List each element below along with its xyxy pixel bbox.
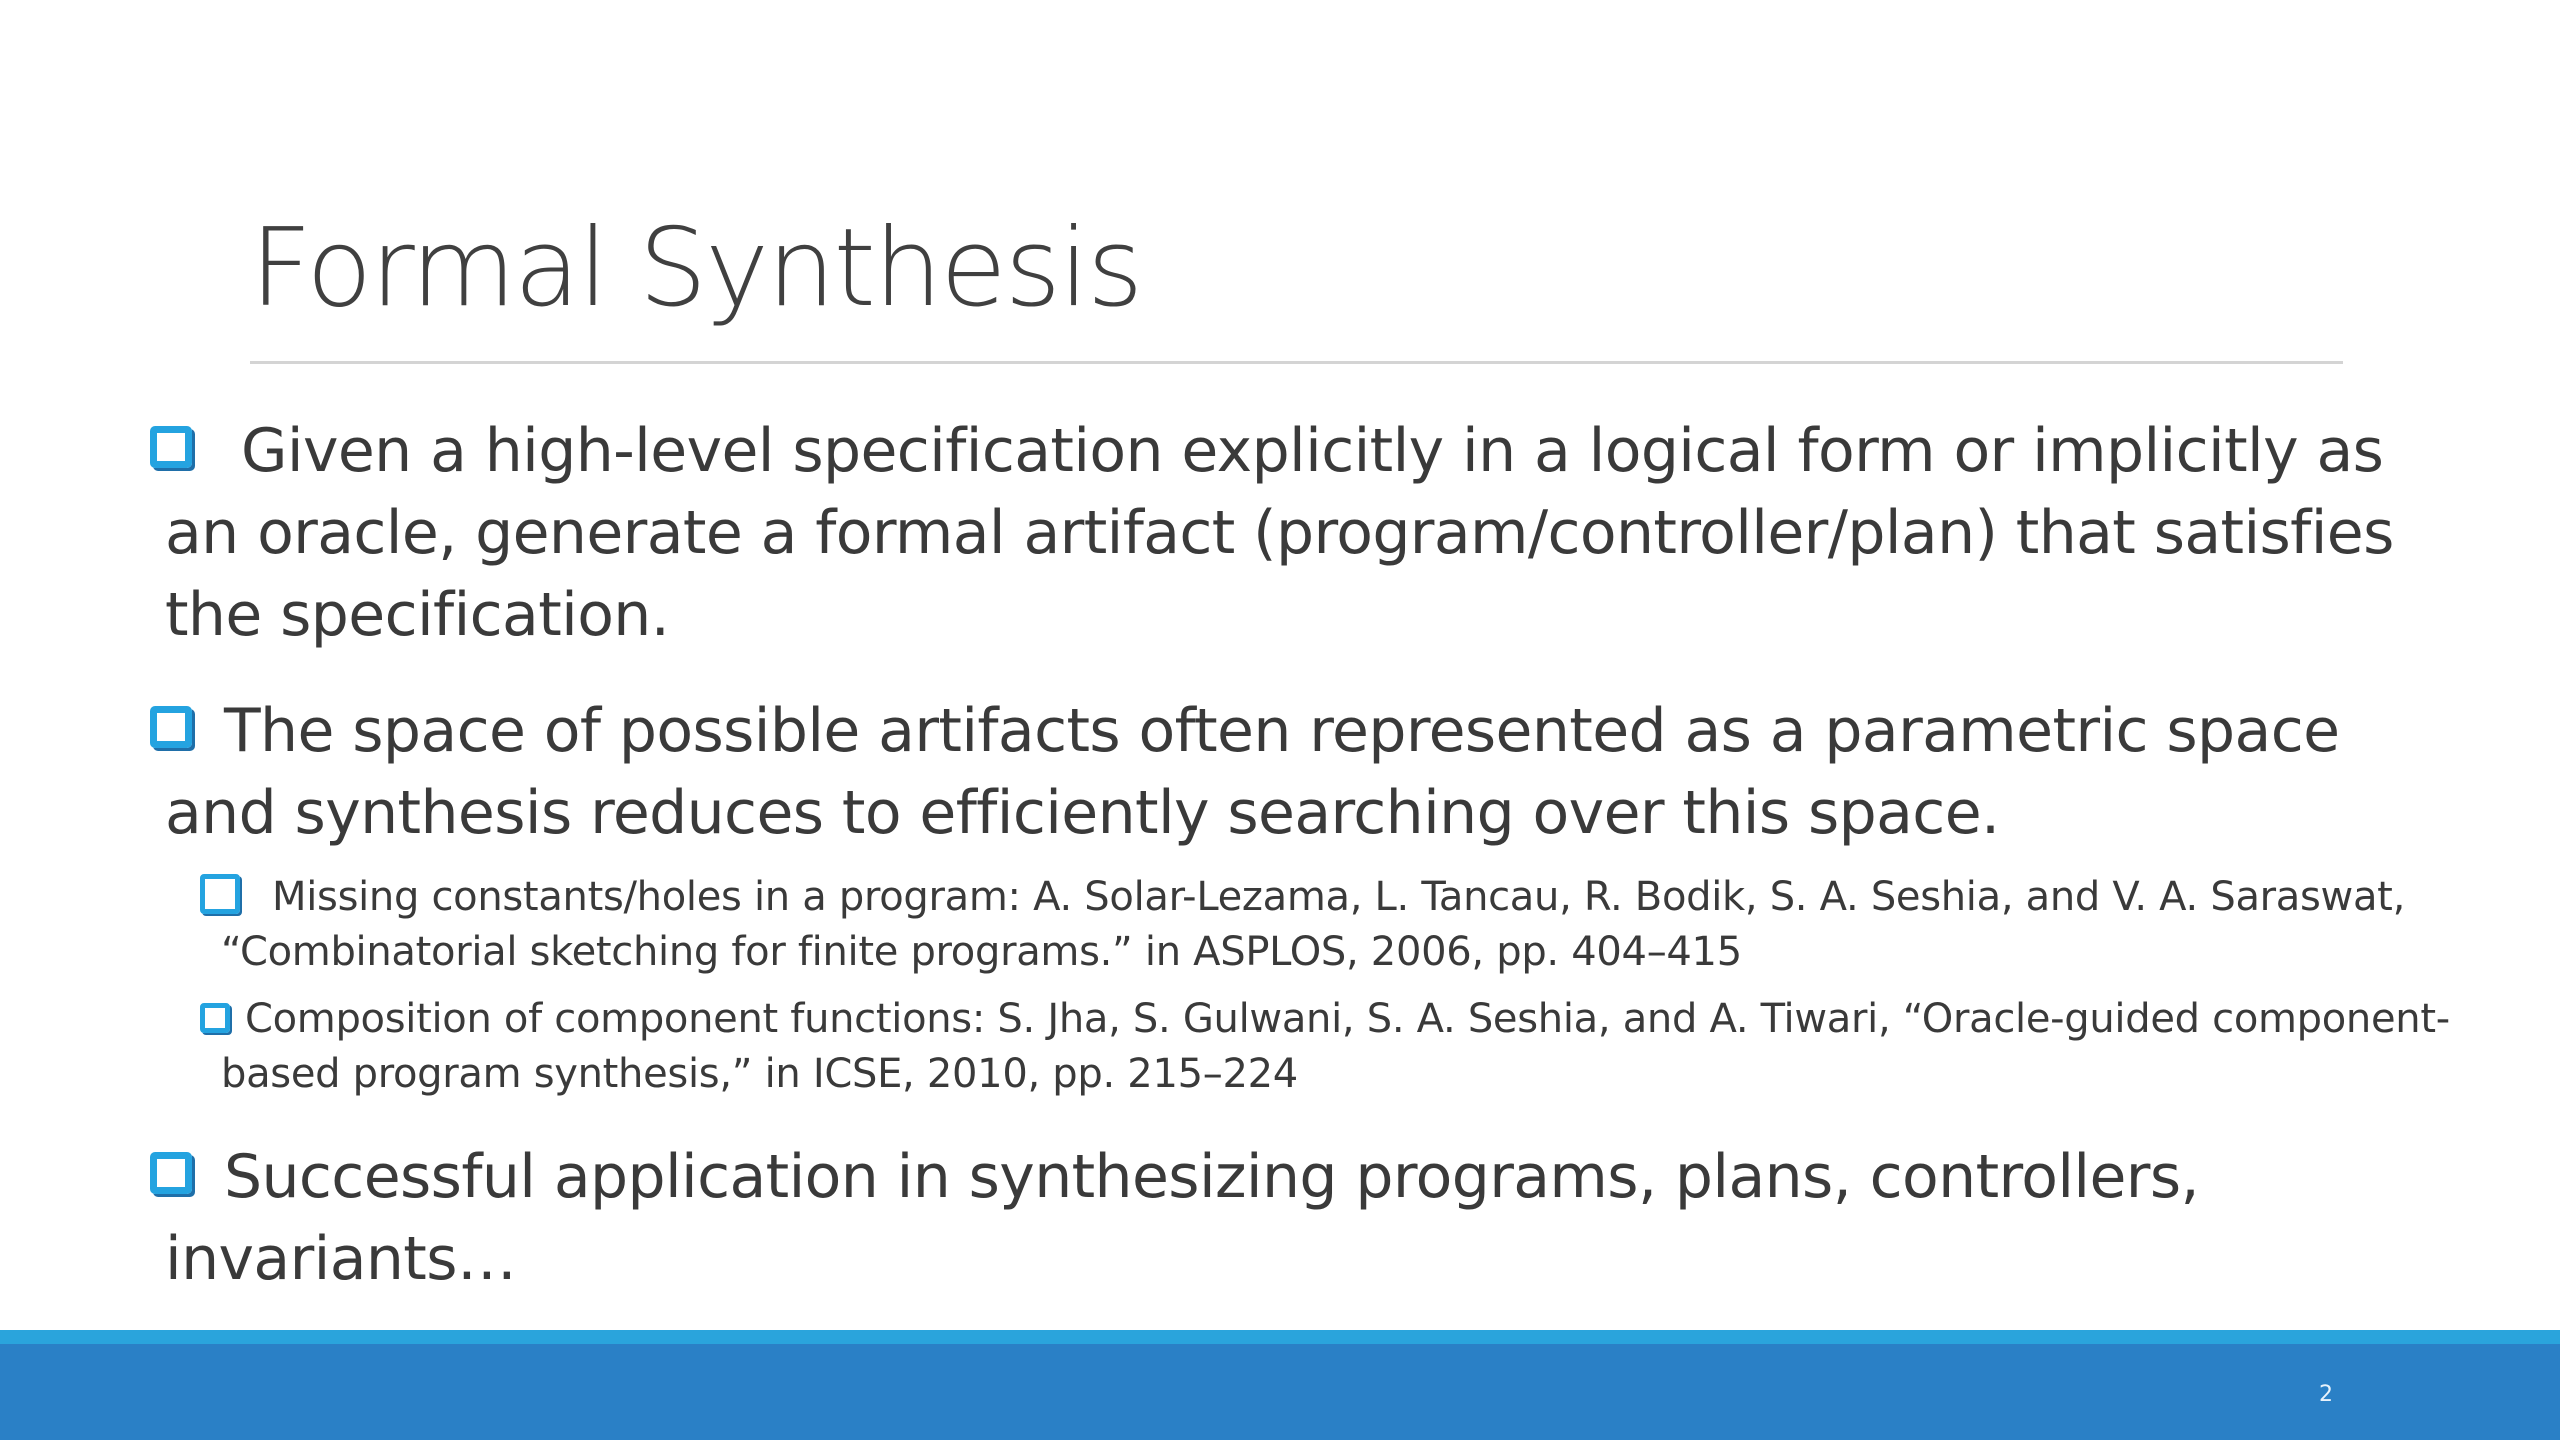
bullet-item: [150, 410, 2460, 656]
bullet-line: and synthesis reduces to efficiently searching over this space.: [165, 778, 2000, 848]
slide-body: [150, 410, 2460, 1300]
slide-title: Formal Synthesis: [250, 206, 1142, 331]
page-number: 2: [2319, 1382, 2333, 1407]
sub-bullet-item: [200, 992, 2460, 1102]
bullet-line: Given a high-level specification explicitly in a logical form or implicitly as: [241, 416, 2384, 486]
bullet-line: invariants…: [165, 1224, 517, 1294]
square-outline-bullet-icon: [150, 1152, 192, 1194]
footer-accent-stripe: [0, 1330, 2560, 1344]
square-outline-bullet-icon: [150, 426, 192, 468]
bullet-line: The space of possible artifacts often represented as a parametric space: [224, 696, 2340, 766]
bullet-line: the specification.: [165, 580, 670, 650]
sub-bullet-line: “Combinatorial sketching for finite programs.” in ASPLOS, 2006, pp. 404–415: [221, 929, 1742, 975]
square-outline-bullet-icon: [200, 874, 240, 914]
sub-bullet-line: Missing constants/holes in a program: A. Solar-Lezama, L. Tancau, R. Bodik, S. A. Seshia, and V. A. Saraswat,: [272, 874, 2405, 920]
square-outline-bullet-icon: [150, 706, 192, 748]
sub-bullet-line: based program synthesis,” in ICSE, 2010, pp. 215–224: [221, 1051, 1298, 1097]
bullet-line: an oracle, generate a formal artifact (program/controller/plan) that satisfies: [165, 498, 2394, 568]
bullet-line: Successful application in synthesizing programs, plans, controllers,: [224, 1142, 2200, 1212]
footer-bar: [0, 1344, 2560, 1440]
sub-bullet-line: Composition of component functions: S. Jha, S. Gulwani, S. A. Seshia, and A. Tiwari, “Oracle-guided component-: [245, 996, 2450, 1042]
bullet-item: [150, 1136, 2460, 1300]
sub-bullet-item: [200, 870, 2460, 980]
title-divider: [250, 361, 2343, 364]
square-outline-bullet-icon: [200, 1003, 230, 1033]
bullet-item: [150, 690, 2460, 854]
